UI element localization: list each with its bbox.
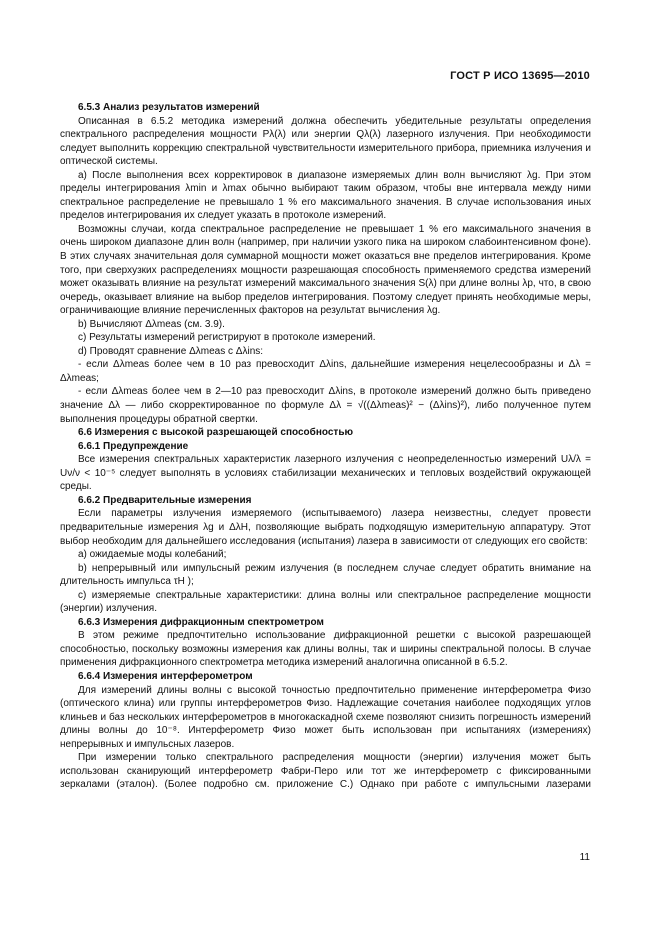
list-item-c: c) измеряемые спектральные характеристики: длина волны или спектральное распределение мощности (энергии) излучения.: [60, 589, 591, 615]
section-heading-6-6-4: 6.6.4 Измерения интерферометром: [78, 670, 253, 682]
paragraph: Если параметры излучения измеряемого (испытываемого) лазера неизвестны, следует провести предварительные измерения λg и ΔλH, позволяющие выбрать подходящую измерительную аппаратуру. Этот выбор необходим для дальнейшего исследования (испытания) лазера в зависимости от следующих его свойств:: [60, 508, 591, 547]
dash-item: - если Δλmeas более чем в 10 раз превосходит Δλins, дальнейшие измерения нецелесообразны и Δλ = Δλmeas;: [60, 359, 591, 384]
list-item-a: a) ожидаемые моды колебаний;: [78, 549, 227, 561]
list-item-c: c) Результаты измерений регистрируют в протоколе измерений.: [78, 332, 376, 344]
section-heading-6-6-2: 6.6.2 Предварительные измерения: [78, 494, 252, 506]
section-heading-6-5-3: 6.5.3 Анализ результатов измерений: [78, 102, 260, 113]
list-item-d: d) Проводят сравнение Δλmeas с Δλins:: [78, 345, 264, 357]
paragraph: В этом режиме предпочтительно использование дифракционной решетки с высокой разрешающей способностью, поскольку возможны измерения как длины волны, так и ширины спектральной полосы. В случае применения дифракционного спектрометра методика измерений аналогична описанной в 6.5.2.: [60, 630, 591, 669]
paragraph: Возможны случаи, когда спектральное распределение не превышает 1 % его максимального значения в очень широком диапазоне длин волн (например, при наличии узкого пика на широком слабоинтенсивном фоне). В этих случаях значительная доля суммарной мощности может оказаться вне пределов интегрирования. Кроме того, при сверхузких распределениях мощности разрешающая способность применяемого средства измерений может оказывать влияние на результат измерений максимального значения S(λ) при длине волны λp, что, в свою очередь, оказывает влияние на выбор пределов интегрирования. Поэтому следует принять необходимые меры, ограничивающие влияние перечисленных факторов на результат вычисления λg.: [60, 223, 591, 317]
list-item-b: b) непрерывный или импульсный режим излучения (в последнем случае следует обратить внимание на длительность импульса τH );: [60, 562, 591, 588]
section-heading-6-6: 6.6 Измерения с высокой разрешающей способностью: [78, 427, 354, 439]
section-heading-6-6-3: 6.6.3 Измерения дифракционным спектрометром: [78, 616, 324, 628]
paragraph: При измерении только спектрального распределения мощности (энергии) излучения может быть использован сканирующий интерферометр Фабри-Перо или тот же интерферометр с фиксированными зеркалами (эталон). (Более подробно см. приложение С.) Однако при работе с импульсными лазерами: [60, 752, 591, 791]
paragraph: a) После выполнения всех корректировок в диапазоне измеряемых длин волн вычисляют λg. При этом пределы интегрирования λmin и λmax обычно выбирают таким образом, чтобы вне интервала между ними спектральное распределение не превышало 1 % его максимального значения. В случае использования иных пределов интегрирования их следует указать в протоколе измерений.: [60, 169, 591, 222]
dash-item-formula: - если Δλmeas более чем в 2—10 раз превосходит Δλins, в протоколе измерений должно быть приведено значение Δλ — либо скорректированное по формуле Δλ = √((Δλmeas)² − (Δλins)²), либо полученное путем выполнения процедуры обратной свертки.: [60, 386, 591, 425]
paragraph: Все измерения спектральных характеристик лазерного излучения с неопределенностью измерений Uλ/λ = Uν/ν < 10⁻⁵ следует выполнять в условиях стабилизации механических и тепловых воздействий окружающей среды.: [60, 454, 591, 493]
paragraph: Для измерений длины волны с высокой точностью предпочтительно применение интерферометра Физо (оптического клина) или группы интерферометров Физо. Надлежащие сочетания наиболее подходящих углов клиньев и баз нескольких интерферометров в многокаскадной схеме позволяют снизить погрешность измерений длины волны до 10⁻⁸. Интерферометр Физо может быть использован при испытаниях (измерениях) непрерывных и импульсных лазеров.: [60, 684, 591, 750]
list-item-b: b) Вычисляют Δλmeas (см. 3.9).: [78, 318, 225, 330]
document-body: [60, 101, 591, 792]
page-number: 11: [579, 852, 590, 863]
paragraph: Описанная в 6.5.2 методика измерений должна обеспечить убедительные результаты определения спектрального распределения мощности Pλ(λ) или энергии Qλ(λ) лазерного излучения. При необходимости следует выполнить коррекцию спектральной чувствительности измерительного прибора, приемника излучения и оптической системы.: [60, 115, 591, 168]
document-code: ГОСТ Р ИСО 13695—2010: [450, 70, 590, 82]
section-heading-6-6-1: 6.6.1 Предупреждение: [78, 440, 189, 452]
